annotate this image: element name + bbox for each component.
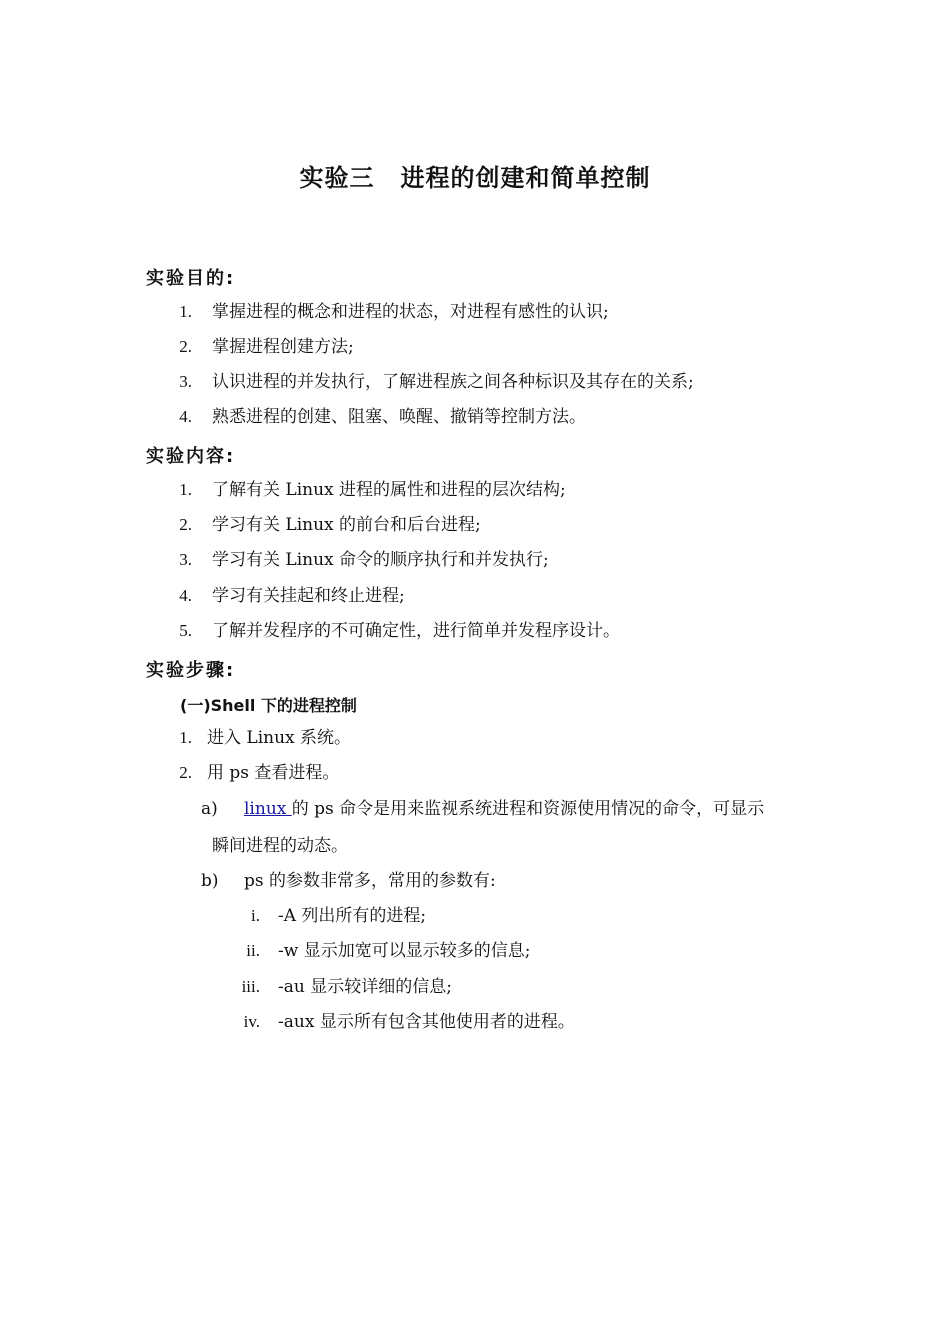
- param-number: iii.: [241, 977, 260, 996]
- list-item-text: 熟悉进程的创建、阻塞、唤醒、撤销等控制方法。: [212, 407, 586, 427]
- list-item-number: 2.: [179, 515, 192, 534]
- list-item-text: 掌握进程创建方法;: [212, 337, 354, 357]
- param-text: -w 显示加宽可以显示较多的信息;: [278, 941, 531, 961]
- param-text: -au 显示较详细的信息;: [278, 977, 452, 997]
- section-heading-content: 实验内容:: [146, 446, 236, 467]
- sub-item-a-line1: 的 ps 命令是用来监视系统进程和资源使用情况的命令，可显示: [291, 799, 765, 819]
- sub-item-a-text: [244, 798, 764, 820]
- param-text: -aux 显示所有包含其他使用者的进程。: [278, 1012, 575, 1032]
- sub-item-label: a): [201, 799, 218, 819]
- step-text: 用 ps 查看进程。: [207, 763, 340, 783]
- list-item-number: 4.: [179, 407, 192, 426]
- section-heading-steps: 实验步骤:: [146, 660, 236, 681]
- list-item-number: 3.: [179, 550, 192, 569]
- list-item-number: 3.: [179, 372, 192, 391]
- param-number: ii.: [246, 941, 260, 960]
- sub-item-a-line2: 瞬间进程的动态。: [212, 836, 348, 856]
- document-title: [0, 158, 950, 193]
- title-part2: 进程的创建和简单控制: [400, 164, 651, 192]
- list-item-text: 学习有关挂起和终止进程;: [212, 586, 405, 606]
- list-item-number: 5.: [179, 621, 192, 640]
- list-item-number: 1.: [179, 480, 192, 499]
- param-number: i.: [251, 906, 260, 925]
- step-number: 1.: [179, 728, 192, 747]
- steps-subheading: (一)Shell 下的进程控制: [180, 696, 357, 715]
- step-number: 2.: [179, 763, 192, 782]
- list-item-text: 认识进程的并发执行，了解进程族之间各种标识及其存在的关系;: [212, 372, 694, 392]
- linux-link[interactable]: linux: [244, 799, 292, 819]
- list-item-number: 1.: [179, 302, 192, 321]
- section-heading-purpose: 实验目的:: [146, 268, 236, 289]
- param-number: iv.: [243, 1012, 260, 1031]
- list-item-text: 学习有关 Linux 命令的顺序执行和并发执行;: [212, 550, 549, 570]
- list-item-text: 学习有关 Linux 的前台和后台进程;: [212, 515, 481, 535]
- list-item-text: 掌握进程的概念和进程的状态，对进程有感性的认识;: [212, 302, 609, 322]
- list-item-text: 了解有关 Linux 进程的属性和进程的层次结构;: [212, 480, 566, 500]
- list-item-text: 了解并发程序的不可确定性，进行简单并发程序设计。: [212, 621, 620, 641]
- list-item-number: 4.: [179, 586, 192, 605]
- sub-item-label: b): [201, 871, 219, 891]
- sub-item-b-text: ps 的参数非常多，常用的参数有:: [244, 871, 496, 891]
- step-text: 进入 Linux 系统。: [207, 728, 352, 748]
- list-item-number: 2.: [179, 337, 192, 356]
- param-text: -A 列出所有的进程;: [278, 906, 427, 926]
- title-part1: 实验三: [299, 164, 375, 192]
